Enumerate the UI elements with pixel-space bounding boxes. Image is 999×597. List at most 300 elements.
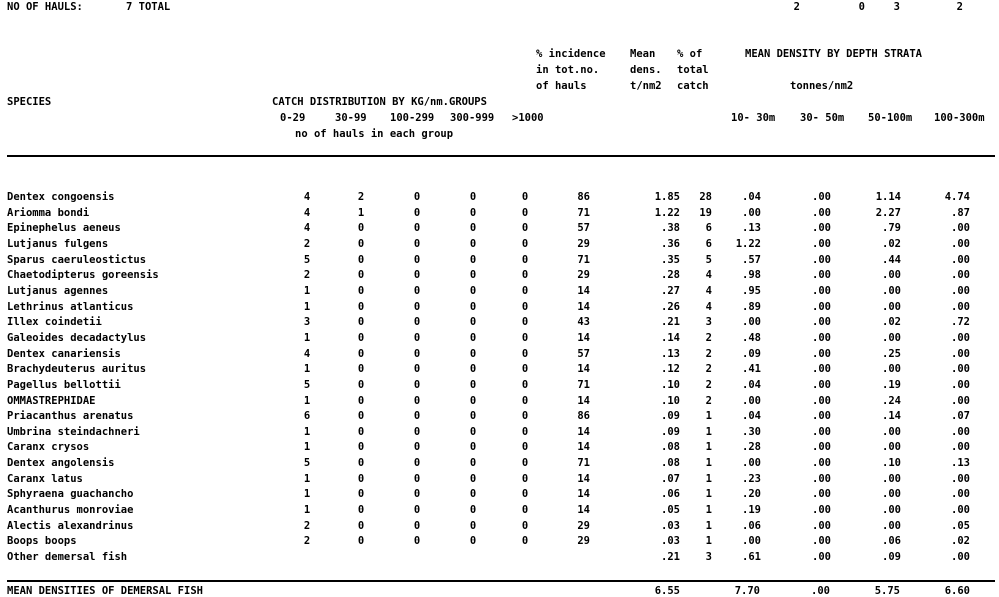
- catch-group-count: 0: [413, 519, 421, 532]
- catch-group-count: 0: [413, 222, 421, 235]
- incidence-value: 57: [577, 222, 590, 235]
- mean-density-value: .10: [661, 394, 680, 407]
- strata-3-value: .06: [882, 535, 901, 548]
- table-row: [0, 410, 999, 426]
- catch-group-count: 6: [303, 410, 311, 423]
- catch-group-count: 0: [469, 410, 477, 423]
- catch-group-count: 0: [469, 269, 477, 282]
- strata-2-value: .00: [812, 237, 831, 250]
- catch-group-count: 0: [357, 410, 365, 423]
- species-name: Caranx crysos: [7, 441, 90, 454]
- catch-group-count: 1: [303, 284, 311, 297]
- mean-density-value: .03: [661, 535, 680, 548]
- strata-4-value: .87: [951, 206, 970, 219]
- table-row: [0, 316, 999, 332]
- strata-4-value: .00: [951, 284, 970, 297]
- species-name: Dentex congoensis: [7, 191, 115, 203]
- catch-group-count: 0: [357, 331, 365, 344]
- species-name: Umbrina steindachneri: [7, 425, 140, 438]
- catch-group-count: 0: [413, 457, 421, 470]
- catch-group-count: 0: [469, 316, 477, 329]
- catch-group-count: 0: [413, 504, 421, 516]
- catch-group-count: 0: [521, 316, 529, 329]
- catch-group-count: 0: [521, 347, 529, 360]
- group-header-100-299: 100-299: [390, 112, 435, 124]
- strata-4-value: .00: [951, 269, 970, 282]
- table-row: [0, 285, 999, 301]
- strata-1-value: .19: [742, 504, 761, 516]
- strata-4-value: .72: [951, 316, 970, 329]
- catch-group-count: 0: [357, 488, 365, 501]
- species-name: Epinephelus aeneus: [7, 222, 121, 235]
- catch-group-count: 0: [357, 284, 365, 297]
- species-header: SPECIES: [7, 96, 52, 108]
- strata-2-value: .00: [812, 206, 831, 219]
- strata-1-value: .89: [742, 300, 761, 313]
- catch-group-count: 0: [469, 300, 477, 313]
- strata-4-value: .00: [951, 347, 970, 360]
- species-name: Priacanthus arenatus: [7, 410, 134, 423]
- species-name: Chaetodipterus goreensis: [7, 269, 159, 282]
- strata-4-value: .00: [951, 551, 970, 563]
- catch-group-count: 0: [521, 457, 529, 470]
- strata-1-value: .00: [742, 394, 761, 407]
- pct-total-value: 4: [705, 300, 712, 313]
- pct-total-value: 1: [705, 425, 712, 438]
- species-name: Lutjanus agennes: [7, 284, 109, 297]
- catch-group-count: 0: [357, 504, 365, 516]
- strata-2-value: .00: [812, 347, 831, 360]
- catch-group-count: 0: [469, 206, 477, 219]
- catch-group-count: 3: [303, 316, 311, 329]
- hauls-depth-1: 2: [793, 1, 800, 13]
- mean-density-value: .09: [661, 410, 680, 423]
- strata-3-value: 2.27: [875, 206, 901, 219]
- hauls-total: 7 TOTAL: [126, 1, 171, 13]
- catch-group-count: 1: [303, 363, 311, 376]
- strata-1-value: .00: [742, 457, 761, 470]
- hauls-each-group-label: no of hauls in each group: [295, 128, 454, 140]
- catch-group-count: 0: [413, 472, 421, 485]
- strata-4-value: .00: [951, 237, 970, 250]
- hauls-label: NO OF HAULS:: [7, 1, 83, 13]
- incidence-value: 71: [577, 457, 590, 470]
- catch-group-count: 4: [303, 347, 311, 360]
- catch-group-count: 0: [521, 504, 529, 516]
- catch-group-count: 0: [521, 206, 529, 219]
- catch-group-count: 0: [413, 410, 421, 423]
- pct-total-value: 2: [705, 394, 712, 407]
- catch-group-count: 0: [357, 441, 365, 454]
- species-name: Boops boops: [7, 535, 77, 548]
- table-row: [0, 551, 999, 567]
- strata-3-value: .00: [882, 269, 901, 282]
- catch-group-count: 0: [521, 472, 529, 485]
- catch-group-count: 2: [357, 191, 365, 203]
- catch-group-count: 1: [303, 504, 311, 516]
- incidence-value: 14: [577, 472, 590, 485]
- incidence-value: 14: [577, 504, 590, 516]
- strata-2-value: .00: [812, 284, 831, 297]
- table-row: [0, 520, 999, 536]
- footer-strata-2: .00: [811, 585, 830, 597]
- incidence-value: 29: [577, 519, 590, 532]
- strata-1-value: .00: [742, 316, 761, 329]
- table-row: [0, 504, 999, 520]
- incidence-value: 71: [577, 378, 590, 391]
- strata-4-value: .00: [951, 331, 970, 344]
- strata-1-value: .57: [742, 253, 761, 266]
- strata-3-value: .00: [882, 519, 901, 532]
- strata-4-value: .05: [951, 519, 970, 532]
- catch-group-count: 0: [413, 253, 421, 266]
- species-name: Lutjanus fulgens: [7, 237, 109, 250]
- strata-1-value: .04: [742, 378, 761, 391]
- catch-group-count: 0: [521, 191, 529, 203]
- catch-group-count: 0: [521, 284, 529, 297]
- catch-group-count: 0: [469, 441, 477, 454]
- catch-group-count: 0: [521, 363, 529, 376]
- strata-4-value: .00: [951, 378, 970, 391]
- species-name: Sphyraena guachancho: [7, 488, 134, 501]
- species-name: Sparus caeruleostictus: [7, 253, 147, 266]
- catch-group-count: 0: [413, 394, 421, 407]
- catch-group-count: 1: [357, 206, 365, 219]
- catch-group-count: 0: [413, 378, 421, 391]
- footer-label: MEAN DENSITIES OF DEMERSAL FISH: [7, 585, 203, 597]
- strata-4-value: .00: [951, 504, 970, 516]
- mean-density-value: .27: [661, 284, 680, 297]
- catch-group-count: 0: [469, 425, 477, 438]
- catch-group-count: 0: [413, 535, 421, 548]
- species-name: Other demersal fish: [7, 551, 128, 563]
- catch-group-count: 1: [303, 472, 311, 485]
- pct-total-value: 2: [705, 331, 712, 344]
- group-header-30-99: 30-99: [335, 112, 367, 124]
- catch-group-count: 5: [303, 378, 311, 391]
- strata-3-value: .00: [882, 331, 901, 344]
- strata-2-value: .00: [812, 472, 831, 485]
- species-name: Brachydeuterus auritus: [7, 363, 147, 376]
- strata-3-value: .00: [882, 425, 901, 438]
- species-name: Illex coindetii: [7, 316, 102, 329]
- incidence-value: 14: [577, 284, 590, 297]
- mean-density-value: .12: [661, 363, 680, 376]
- catch-group-count: 0: [357, 472, 365, 485]
- strata-1-value: .00: [742, 535, 761, 548]
- strata-1-value: .48: [742, 331, 761, 344]
- strata-1-value: .28: [742, 441, 761, 454]
- catch-group-count: 0: [413, 191, 421, 203]
- catch-group-count: 0: [357, 347, 365, 360]
- strata-3-value: .02: [882, 316, 901, 329]
- catch-group-count: 0: [413, 488, 421, 501]
- species-name: Dentex angolensis: [7, 457, 115, 470]
- catch-group-count: 0: [469, 519, 477, 532]
- catch-group-count: 2: [303, 237, 311, 250]
- mean-dens-header-2: dens.: [630, 64, 662, 76]
- strata-4-value: 4.74: [944, 191, 970, 203]
- strata-4-value: .13: [951, 457, 970, 470]
- catch-group-count: 0: [469, 472, 477, 485]
- table-row: [0, 332, 999, 348]
- catch-group-count: 0: [469, 237, 477, 250]
- strata-2-value: .00: [812, 222, 831, 235]
- catch-group-count: 0: [521, 410, 529, 423]
- strata-1-value: .41: [742, 363, 761, 376]
- incidence-value: 57: [577, 347, 590, 360]
- mean-density-value: .05: [661, 504, 680, 516]
- strata-4-value: .02: [951, 535, 970, 548]
- catch-group-count: 0: [469, 191, 477, 203]
- strata-1-value: .30: [742, 425, 761, 438]
- strata-3-value: .00: [882, 504, 901, 516]
- table-row: [0, 488, 999, 504]
- catch-group-count: 0: [469, 253, 477, 266]
- strata-3-value: .00: [882, 300, 901, 313]
- mean-density-value: .26: [661, 300, 680, 313]
- catch-group-count: 0: [521, 535, 529, 548]
- catch-group-count: 1: [303, 441, 311, 454]
- pct-total-value: 4: [705, 269, 712, 282]
- species-name: Ariomma bondi: [7, 206, 90, 219]
- catch-group-count: 0: [413, 331, 421, 344]
- pct-total-value: 3: [705, 316, 712, 329]
- incidence-value: 29: [577, 237, 590, 250]
- group-header-1000: >1000: [512, 112, 544, 124]
- footer-strata-1: 7.70: [734, 585, 760, 597]
- catch-group-count: 2: [303, 519, 311, 532]
- pct-total-value: 6: [705, 237, 712, 250]
- catch-group-count: 0: [521, 441, 529, 454]
- pct-total-value: 2: [705, 378, 712, 391]
- strata-3-value: .24: [882, 394, 901, 407]
- pct-total-value: 6: [705, 222, 712, 235]
- table-row: [0, 238, 999, 254]
- mean-dens-header-1: Mean: [630, 48, 656, 60]
- group-header-0-29: 0-29: [280, 112, 306, 124]
- strata-4-value: .00: [951, 222, 970, 235]
- strata-header-2: 30- 50m: [800, 112, 845, 124]
- mean-density-value: .21: [661, 551, 680, 563]
- catch-group-count: 0: [413, 316, 421, 329]
- mean-density-value: .07: [661, 472, 680, 485]
- catch-group-count: 4: [303, 191, 311, 203]
- table-row: [0, 441, 999, 457]
- footer-strata-4: 6.60: [944, 585, 970, 597]
- incidence-header-2: in tot.no.: [536, 64, 600, 76]
- strata-header-3: 50-100m: [868, 112, 913, 124]
- strata-4-value: .00: [951, 425, 970, 438]
- catch-group-count: 0: [357, 237, 365, 250]
- strata-4-value: .00: [951, 488, 970, 501]
- strata-3-value: .25: [882, 347, 901, 360]
- pct-total-value: 2: [705, 347, 712, 360]
- strata-2-value: .00: [812, 504, 831, 516]
- catch-group-count: 0: [413, 284, 421, 297]
- catch-group-count: 1: [303, 425, 311, 438]
- mean-density-value: .14: [661, 331, 680, 344]
- catch-dist-header: CATCH DISTRIBUTION BY KG/nm.GROUPS: [272, 96, 487, 108]
- incidence-value: 14: [577, 300, 590, 313]
- species-name: OMMASTREPHIDAE: [7, 394, 96, 407]
- pct-total-value: 19: [699, 206, 712, 219]
- strata-2-value: .00: [812, 300, 831, 313]
- strata-4-value: .00: [951, 253, 970, 266]
- mean-density-title: MEAN DENSITY BY DEPTH STRATA: [745, 48, 923, 60]
- catch-group-count: 0: [521, 519, 529, 532]
- catch-group-count: 0: [413, 347, 421, 360]
- catch-group-count: 4: [303, 222, 311, 235]
- header-rule: [7, 155, 995, 157]
- mean-density-value: .28: [661, 269, 680, 282]
- incidence-value: 14: [577, 331, 590, 344]
- catch-group-count: 0: [357, 378, 365, 391]
- strata-3-value: .19: [882, 378, 901, 391]
- incidence-header-1: % incidence: [536, 48, 606, 60]
- catch-group-count: 0: [469, 488, 477, 501]
- incidence-value: 86: [577, 191, 590, 203]
- species-name: Galeoides decadactylus: [7, 331, 147, 344]
- strata-2-value: .00: [812, 191, 831, 203]
- table-row: [0, 222, 999, 238]
- strata-header-4: 100-300m: [934, 112, 985, 124]
- incidence-value: 14: [577, 363, 590, 376]
- strata-3-value: .00: [882, 441, 901, 454]
- species-name: Pagellus bellottii: [7, 378, 121, 391]
- catch-group-count: 0: [521, 331, 529, 344]
- mean-density-value: .10: [661, 378, 680, 391]
- tonnes-label: tonnes/nm2: [790, 80, 854, 92]
- catch-group-count: 1: [303, 394, 311, 407]
- catch-group-count: 0: [357, 519, 365, 532]
- mean-dens-header-3: t/nm2: [630, 80, 662, 92]
- strata-1-value: .23: [742, 472, 761, 485]
- catch-group-count: 0: [357, 394, 365, 407]
- catch-group-count: 0: [469, 504, 477, 516]
- strata-2-value: .00: [812, 551, 831, 563]
- strata-2-value: .00: [812, 457, 831, 470]
- pct-total-value: 1: [705, 410, 712, 423]
- pct-total-value: 1: [705, 472, 712, 485]
- strata-1-value: .04: [742, 410, 761, 423]
- catch-group-count: 1: [303, 331, 311, 344]
- table-row: [0, 254, 999, 270]
- strata-3-value: .14: [882, 410, 901, 423]
- catch-group-count: 0: [413, 363, 421, 376]
- catch-group-count: 0: [469, 347, 477, 360]
- strata-4-value: .00: [951, 394, 970, 407]
- pct-total-value: 1: [705, 488, 712, 501]
- catch-group-count: 0: [357, 222, 365, 235]
- table-row: [0, 395, 999, 411]
- strata-2-value: .00: [812, 394, 831, 407]
- catch-group-count: 0: [469, 394, 477, 407]
- strata-4-value: .07: [951, 410, 970, 423]
- incidence-value: 29: [577, 269, 590, 282]
- strata-2-value: .00: [812, 488, 831, 501]
- catch-group-count: 0: [469, 284, 477, 297]
- catch-group-count: 0: [357, 253, 365, 266]
- catch-group-count: 0: [357, 425, 365, 438]
- pct-total-value: 4: [705, 284, 712, 297]
- pct-total-value: 3: [705, 551, 712, 563]
- hauls-depth-3: 3: [893, 1, 900, 13]
- pct-total-value: 1: [705, 504, 712, 516]
- catch-group-count: 4: [303, 206, 311, 219]
- incidence-value: 14: [577, 425, 590, 438]
- catch-group-count: 0: [357, 457, 365, 470]
- footer-mean-dens: 6.55: [654, 585, 680, 597]
- strata-2-value: .00: [812, 441, 831, 454]
- incidence-header-3: of hauls: [536, 80, 587, 92]
- pct-total-value: 1: [705, 535, 712, 548]
- incidence-value: 71: [577, 253, 590, 266]
- mean-density-value: .08: [661, 457, 680, 470]
- catch-group-count: 0: [357, 363, 365, 376]
- mean-density-value: .38: [661, 222, 680, 235]
- footer-strata-3: 5.75: [874, 585, 900, 597]
- incidence-value: 14: [577, 441, 590, 454]
- mean-density-value: .08: [661, 441, 680, 454]
- strata-2-value: .00: [812, 331, 831, 344]
- mean-density-value: .13: [661, 347, 680, 360]
- strata-1-value: 1.22: [735, 237, 761, 250]
- species-name: Lethrinus atlanticus: [7, 300, 134, 313]
- pct-total-value: 28: [699, 191, 712, 203]
- strata-1-value: .20: [742, 488, 761, 501]
- incidence-value: 29: [577, 535, 590, 548]
- strata-3-value: .79: [882, 222, 901, 235]
- strata-3-value: .02: [882, 237, 901, 250]
- catch-group-count: 0: [413, 425, 421, 438]
- catch-group-count: 0: [469, 222, 477, 235]
- strata-2-value: .00: [812, 253, 831, 266]
- strata-2-value: .00: [812, 535, 831, 548]
- strata-header-1: 10- 30m: [731, 112, 776, 124]
- catch-group-count: 0: [469, 378, 477, 391]
- pct-total-value: 1: [705, 441, 712, 454]
- incidence-value: 14: [577, 488, 590, 501]
- table-row: [0, 191, 999, 207]
- strata-2-value: .00: [812, 425, 831, 438]
- strata-3-value: .44: [882, 253, 901, 266]
- strata-2-value: .00: [812, 269, 831, 282]
- table-row: [0, 457, 999, 473]
- table-row: [0, 426, 999, 442]
- catch-group-count: 0: [521, 378, 529, 391]
- hauls-depth-2: 0: [858, 1, 865, 13]
- species-name: Acanthurus monroviae: [7, 504, 134, 516]
- catch-group-count: 0: [357, 269, 365, 282]
- strata-1-value: .98: [742, 269, 761, 282]
- mean-density-value: 1.85: [654, 191, 680, 203]
- catch-group-count: 5: [303, 457, 311, 470]
- catch-group-count: 0: [469, 363, 477, 376]
- catch-group-count: 0: [469, 457, 477, 470]
- incidence-value: 14: [577, 394, 590, 407]
- mean-density-value: .03: [661, 519, 680, 532]
- table-row: [0, 207, 999, 223]
- incidence-value: 71: [577, 206, 590, 219]
- mean-density-value: .35: [661, 253, 680, 266]
- catch-group-count: 0: [521, 394, 529, 407]
- catch-group-count: 0: [521, 269, 529, 282]
- catch-group-count: 0: [413, 269, 421, 282]
- pct-total-value: 2: [705, 363, 712, 376]
- strata-3-value: .00: [882, 488, 901, 501]
- pct-total-header-1: % of: [677, 48, 703, 60]
